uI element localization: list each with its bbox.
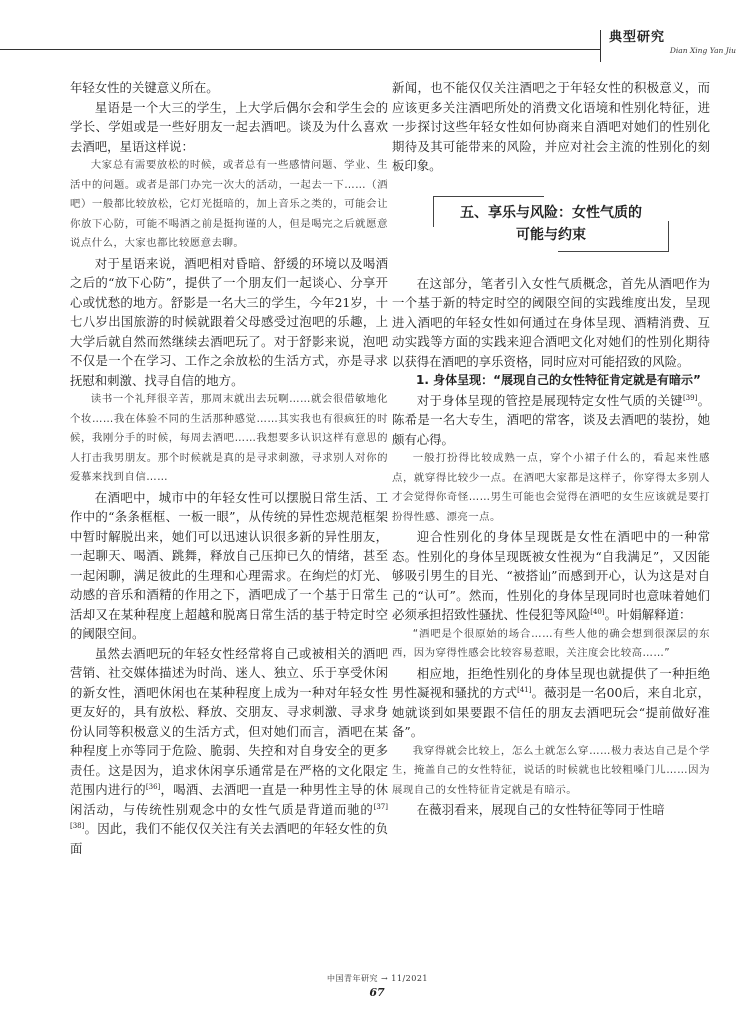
paragraph: 在这部分，笔者引入女性气质概念，首先从酒吧作为一个基于新的特定时空的阈限空间的实践维度出发，呈现进入酒吧的年轻女性如何通过在身体呈现、酒精消费、互动实践等方面的实践来迎合酒吧文化对她们的性别化期待以获得在酒吧的享乐资格，同时应对可能招致的风险。 <box>392 275 710 369</box>
paragraph-text: 。叶娟解释道： <box>604 607 692 622</box>
paragraph: 星语是一个大三的学生，上大学后偶尔会和学生会的学长、学姐或是一些好朋友一起去酒吧。谈及为什么喜欢去酒吧，星语这样说： <box>70 99 388 154</box>
paragraph: 新闻，也不能仅仅关注酒吧之于年轻女性的积极意义，而应该更多关注酒吧所处的消费文化语境和性别化特征，进一步探讨这些年轻女性如何协商来自酒吧对她们的性别化期待及其可能带来的风险，并应对社会主流的性别化的刻板印象。 <box>392 80 710 173</box>
header-title: 典型研究 <box>609 30 666 45</box>
interview-quote: 我穿得就会比较上，怎么土就怎么穿……极力表达自己是个学生，掩盖自己的女性特征，说话的时候就也比较粗嗓门儿……因为展现自己的女性特征肯定就是有暗示。 <box>392 744 710 796</box>
section-heading-line: 五、享乐与风险：女性气质的 <box>460 204 642 221</box>
interview-quote: 大家总有需要放松的时候，或者总有一些感情问题、学业、生活中的问题。或者是部门办完一次大的活动，一起去一下……（酒吧）一般都比较放松，它灯光挺暗的，加上音乐之类的，可能会让你放下心防，可能不喝酒之前是挺拘谨的人，但是喝完之后就愿意说点什么，大家也都比较愿意去聊。 <box>70 159 388 249</box>
citation-ref: [37][38] <box>70 802 388 830</box>
paragraph-text: 相应地，拒绝性别化的身体呈现也就提供了一种拒绝男性凝视和骚扰的方式 <box>392 665 710 700</box>
paragraph-text: 。陈希是一名大专生，酒吧的常客，谈及去酒吧的装扮，她颇有心得。 <box>392 392 711 447</box>
paragraph: 年轻女性的关键意义所在。 <box>70 80 219 95</box>
section-heading-line: 可能与约束 <box>516 226 586 243</box>
footer-journal: 中国青年研究 → 11/2021 <box>326 974 429 983</box>
citation-ref: [36] <box>145 782 161 791</box>
paragraph: 在酒吧中，城市中的年轻女性可以摆脱日常生活、工作中的“条条框框、一板一眼”，从传统的异性恋规范框架中暂时解脱出来，她们可以迅速认识很多新的异性朋友，一起聊天、喝酒、跳舞，释放自己压抑已久的情绪，甚至一起闲聊，满足彼此的生理和心理需求。在绚烂的灯光、动感的音乐和酒精的作用之下，酒吧成了一个基于日常生活却又在某种程度上超越和脱离日常生活的基于特定时空的阈限空间。 <box>70 489 388 641</box>
paragraph: 在薇羽看来，展现自己的女性特征等同于性暗 <box>416 802 665 817</box>
citation-ref: [39] <box>682 393 698 402</box>
citation-ref: [40] <box>590 607 605 616</box>
citation-ref: [41] <box>517 685 532 694</box>
interview-quote: 一般打扮得比较成熟一点，穿个小裙子什么的，看起来性感点，就穿得比较少一点。在酒吧大家都是这样子，你穿得太多别人才会觉得你奇怪……男生可能也会觉得在酒吧的女生应该就是要打扮得性感、漂亮一点。 <box>392 452 710 523</box>
running-header <box>600 30 740 62</box>
paragraph <box>392 391 710 450</box>
interview-quote: 读书一个礼拜很辛苦，那周末就出去玩啊……就会很借敏地化个妆……我在体验不同的生活那种感觉……其实我也有很疯狂的时候，我刚分手的时候，每周去酒吧……我想要多认识这样有意思的人打击我男朋友。那个时候就是真的是寻求刺激，寻求别人对你的爱慕来找到自信…… <box>70 393 388 483</box>
header-rule <box>0 49 600 50</box>
paragraph <box>392 664 710 742</box>
paragraph-text: ，喝酒、去酒吧一直是一种男性主导的休闲活动，与传统性别观念中的女性气质是背道而驰的 <box>70 782 388 817</box>
paragraph-text: 。因此，我们不能仅仅关注有关去酒吧的年轻女性的负面 <box>70 821 388 856</box>
sub-heading: 1. 身体呈现：“展现自己的女性特征肯定就是有暗示” <box>416 373 701 387</box>
right-column <box>392 78 710 820</box>
interview-quote: “酒吧是个很原始的场合……有些人他的确会想到很深层的东西，因为穿得性感会比较容易惹眼，关注度会比较高……” <box>392 627 710 659</box>
paragraph-text: 。薇羽是一名00后，来自北京，她就谈到如果要跟不信任的朋友去酒吧玩会“提前做好准备”。 <box>392 685 710 739</box>
paragraph-text: 虽然去酒吧玩的年轻女性经常将自己或被相关的酒吧营销、社交媒体描述为时尚、迷人、独立、乐于享受休闲的新女性，酒吧休闲也在某种程度上成为一种对年轻女性更友好的，具有放松、释放、交朋友、寻求刺激、寻求身份认同等积极意义的生活方式，但对她们而言，酒吧在某种程度上亦等同于危险、脆弱、失控和对自身安全的更多责任。这是因为，追求休闲享乐通常是在严格的文化限定范围内进行的 <box>70 645 388 797</box>
header-pinyin: Dian Xing Yan Jiu <box>669 46 736 55</box>
section-heading <box>433 196 669 252</box>
paragraph-text: 迎合性别化的身体呈现既是女性在酒吧中的一种常态。性别化的身体呈现既被女性视为“自我满足”，又因能够吸引男生的目光、“被搭讪”而感到开心，认为这是对自己的“认可”。然而，性别化的身体呈现同时也意味着她们必须承担招致性骚扰、性侵犯等风险 <box>392 529 710 622</box>
paragraph <box>392 527 710 625</box>
paragraph-text: 对于身体呈现的管控是展现特定女性气质的关键 <box>416 392 683 408</box>
paragraph <box>70 644 388 859</box>
left-column <box>70 78 388 858</box>
paragraph: 对于星语来说，酒吧相对昏暗、舒缓的环境以及喝酒之后的“放下心防”，提供了一个朋友们一起谈心、分享开心或忧愁的地方。舒影是一名大三的学生，今年21岁，十七八岁出国旅游的时候就跟着父母感受过泡吧的乐趣，上大学后就自然而然继续去酒吧玩了。对于舒影来说，泡吧不仅是一个在学习、工作之余放松的生活方式，亦是寻求抚慰和刺激、找寻自信的地方。 <box>70 255 388 388</box>
page-number: 67 <box>357 986 397 999</box>
